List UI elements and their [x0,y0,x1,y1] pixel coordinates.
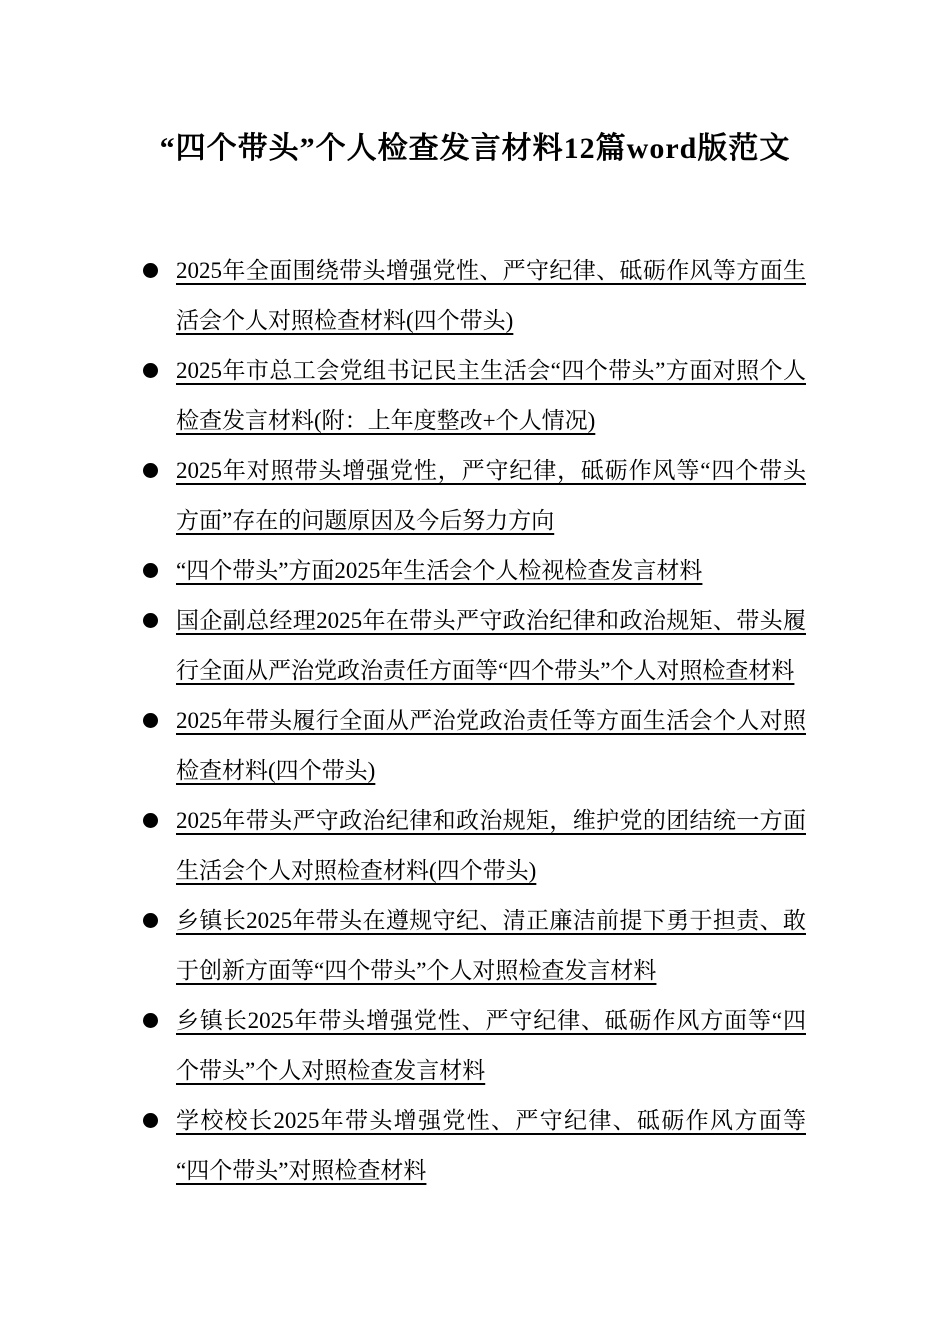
bullet-icon [143,613,158,628]
list-item [176,446,806,546]
link-list [176,246,806,1196]
document-link[interactable]: “四个带头”方面2025年生活会个人检视检查发言材料 [176,558,703,583]
bullet-icon [143,263,158,278]
document-link[interactable]: 乡镇长2025年带头在遵规守纪、清正廉洁前提下勇于担责、敢于创新方面等“四个带头”个人对照检查发言材料 [176,908,806,983]
list-item [176,596,806,696]
list-item [176,696,806,796]
bullet-icon [143,1013,158,1028]
bullet-icon [143,1113,158,1128]
document-link[interactable]: 2025年市总工会党组书记民主生活会“四个带头”方面对照个人检查发言材料(附：上年度整改+个人情况) [176,358,806,433]
document-link[interactable]: 国企副总经理2025年在带头严守政治纪律和政治规矩、带头履行全面从严治党政治责任方面等“四个带头”个人对照检查材料 [176,608,806,683]
document-link[interactable]: 2025年带头履行全面从严治党政治责任等方面生活会个人对照检查材料(四个带头) [176,708,806,783]
document-link[interactable]: 2025年全面围绕带头增强党性、严守纪律、砥砺作风等方面生活会个人对照检查材料(四个带头) [176,258,806,333]
bullet-icon [143,913,158,928]
document-link[interactable]: 乡镇长2025年带头增强党性、严守纪律、砥砺作风方面等“四个带头”个人对照检查发言材料 [176,1008,806,1083]
document-link[interactable]: 2025年对照带头增强党性，严守纪律，砥砺作风等“四个带头方面”存在的问题原因及今后努力方向 [176,458,806,533]
list-item [176,896,806,996]
list-item [176,546,806,596]
bullet-icon [143,813,158,828]
bullet-icon [143,563,158,578]
page-title: “四个带头”个人检查发言材料12篇word版范文 [159,132,791,165]
document-link[interactable]: 学校校长2025年带头增强党性、严守纪律、砥砺作风方面等“四个带头”对照检查材料 [176,1108,806,1183]
list-item [176,996,806,1096]
document-link[interactable]: 2025年带头严守政治纪律和政治规矩，维护党的团结统一方面生活会个人对照检查材料(四个带头) [176,808,806,883]
bullet-icon [143,463,158,478]
list-item [176,346,806,446]
list-item [176,796,806,896]
list-item [176,246,806,346]
list-item [176,1096,806,1196]
bullet-icon [143,363,158,378]
bullet-icon [143,713,158,728]
